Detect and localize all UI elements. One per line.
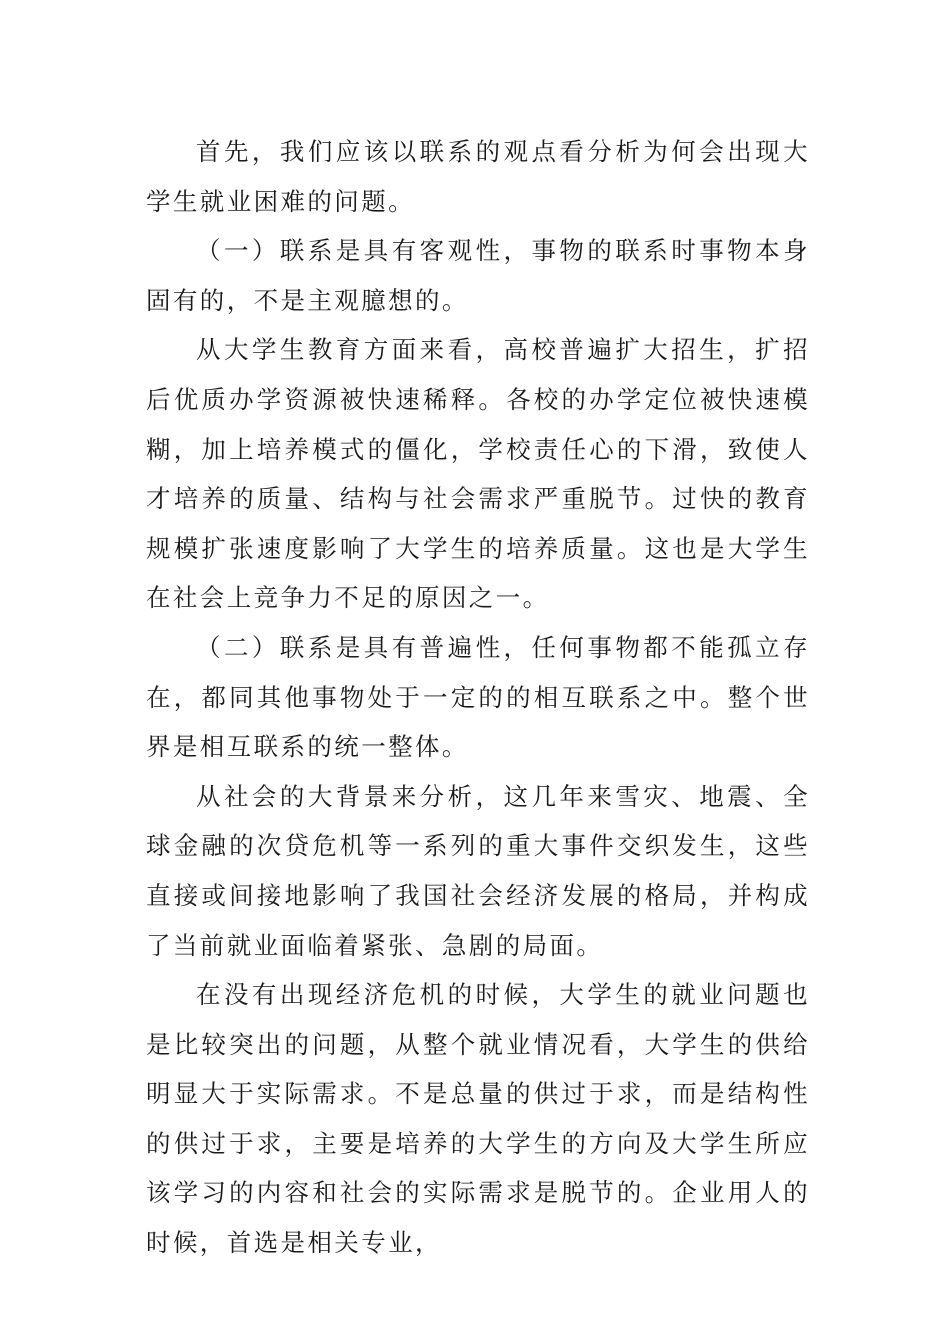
paragraph-objectivity-heading: （一）联系是具有客观性，事物的联系时事物本身固有的，不是主观臆想的。 bbox=[146, 236, 810, 315]
paragraph-supply-demand: 在没有出现经济危机的时候，大学生的就业问题也是比较突出的问题，从整个就业情况看，大学生的供给明显大于实际需求。不是总量的供过于求，而是结构性的供过于求，主要是培养的大学生的方向及大学生所应该学习的内容和社会的实际需求是脱节的。企业用人的时候，首选是相关专业， bbox=[146, 980, 810, 1258]
body-text bbox=[146, 127, 810, 1268]
paragraph-intro: 首先，我们应该以联系的观点看分析为何会出现大学生就业困难的问题。 bbox=[146, 137, 810, 216]
paragraph-social-background: 从社会的大背景来分析，这几年来雪灾、地震、全球金融的次贷危机等一系列的重大事件交织发生，这些直接或间接地影响了我国社会经济发展的格局，并构成了当前就业面临着紧张、急剧的局面。 bbox=[146, 781, 810, 960]
paragraph-education-analysis: 从大学生教育方面来看，高校普遍扩大招生，扩招后优质办学资源被快速稀释。各校的办学定位被快速模糊，加上培养模式的僵化，学校责任心的下滑，致使人才培养的质量、结构与社会需求严重脱节。过快的教育规模扩张速度影响了大学生的培养质量。这也是大学生在社会上竞争力不足的原因之一。 bbox=[146, 335, 810, 613]
paragraph-universality-heading: （二）联系是具有普遍性，任何事物都不能孤立存在，都同其他事物处于一定的的相互联系之中。整个世界是相互联系的统一整体。 bbox=[146, 632, 810, 762]
